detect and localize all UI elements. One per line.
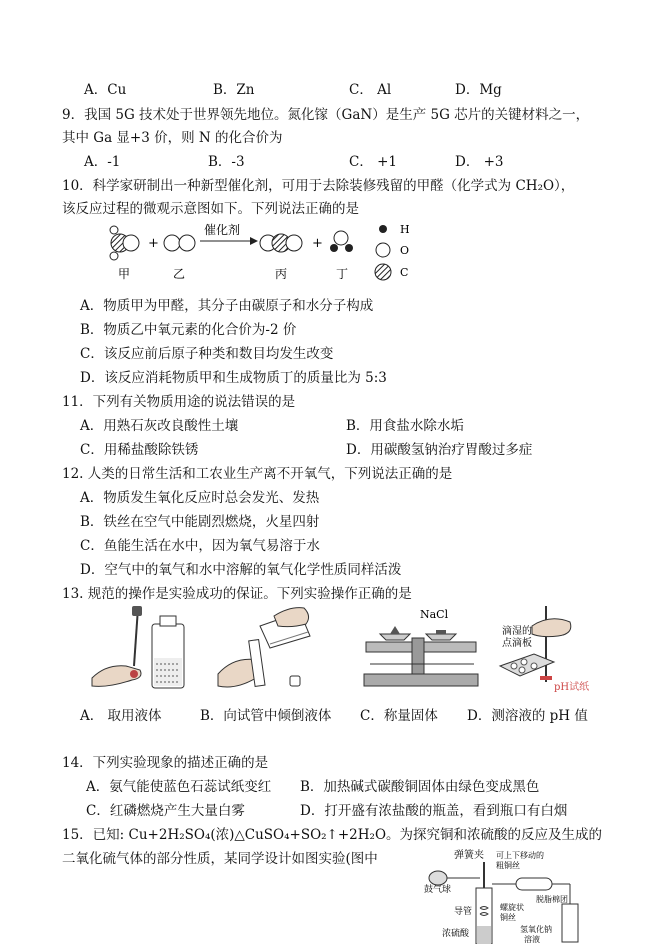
figure-take-liquid — [88, 604, 188, 694]
q9-stem-line1: 9．我国 5G 技术处于世界领先地位。氮化镓（GaN）是生产 5G 芯片的关键材料之一， — [62, 107, 590, 123]
q11-option-c: C．用稀盐酸除铁锈 — [80, 442, 199, 458]
q10-stem-line2: 该反应过程的微观示意图如下。下列说法正确的是 — [62, 201, 359, 217]
figure-pour-liquid — [214, 604, 320, 694]
q14-option-d: D．打开盛有浓盐酸的瓶盖，看到瓶口有白烟 — [300, 803, 568, 819]
q11-option-b: B．用食盐水除水垢 — [346, 418, 464, 434]
q10-option-d: D．该反应消耗物质甲和生成物质丁的质量比为 5:3 — [80, 370, 387, 386]
q15-stem-line1: 15．已知: Cu+2H₂SO₄(浓)△CuSO₄+SO₂↑+2H₂O。为探究铜和浓硫酸的反应及生成的 — [62, 827, 603, 843]
label-bing: 丙 — [275, 267, 288, 281]
label-movable: 可上下移动的 — [496, 851, 544, 860]
q10-option-a: A．物质甲为甲醛，其分子由碳原子和水分子构成 — [80, 298, 374, 314]
q8-option-c: C． Al — [349, 82, 392, 98]
q10-option-b: B．物质乙中氧元素的化合价为-2 价 — [80, 322, 297, 338]
q9-option-b: B．-3 — [208, 154, 245, 170]
q13-option-d: D．测溶液的 pH 值 — [467, 708, 588, 724]
q8-option-a: A．Cu — [84, 82, 127, 98]
q14-option-b: B．加热碱式碳酸铜固体由绿色变成黑色 — [300, 779, 540, 795]
legend-o: O — [400, 244, 410, 257]
q9-stem-line2: 其中 Ga 显+3 价，则 N 的化合价为 — [62, 130, 283, 146]
legend-c: C — [400, 266, 409, 279]
legend-h: H — [400, 223, 410, 236]
q12-option-b: B．铁丝在空气中能剧烈燃烧，火星四射 — [80, 514, 320, 530]
plus-sign-2: + — [312, 236, 323, 251]
q14-option-a: A．氨气能使蓝色石蕊试纸变红 — [86, 779, 272, 795]
label-spiral-2: 铜丝 — [500, 913, 516, 922]
atom-legend — [375, 223, 410, 280]
q12-option-d: D．空气中的氧气和水中溶解的氧气化学性质同样活泼 — [80, 562, 402, 578]
figure-copper-acid-apparatus — [420, 848, 590, 944]
figure-balance — [360, 604, 486, 694]
molecule-bing — [260, 234, 302, 252]
molecule-jia — [110, 226, 139, 260]
q9-option-c: C． +1 — [349, 154, 398, 170]
q11-stem: 11．下列有关物质用途的说法错误的是 — [62, 394, 296, 410]
q12-option-c: C．鱼能生活在水中，因为氧气易溶于水 — [80, 538, 320, 554]
catalyst-label: 催化剂 — [204, 223, 241, 237]
label-spiral: 螺旋状 — [500, 903, 524, 912]
q11-option-a: A．用熟石灰改良酸性土壤 — [80, 418, 239, 434]
label-acid: 浓硫酸 — [442, 929, 470, 939]
q13-stem: 13. 规范的操作是实验成功的保证。下列实验操作正确的是 — [62, 586, 412, 602]
q8-option-b: B．Zn — [213, 82, 255, 98]
q9-option-a: A．-1 — [84, 154, 121, 170]
label-solution: 溶液 — [524, 935, 540, 944]
label-naoh: 氢氧化钠 — [520, 925, 552, 934]
label-ding: 丁 — [336, 267, 349, 281]
label-cotton: 脱脂棉团 — [536, 895, 568, 904]
q15-stem-line2: 二氧化硫气体的部分性质，某同学设计如图实验(图中 — [62, 851, 378, 867]
q12-stem: 12. 人类的日常生活和工农业生产离不开氧气，下列说法正确的是 — [62, 466, 453, 482]
plate-label-2: 点滴板 — [502, 638, 532, 649]
figure-ph-test — [494, 604, 590, 694]
q10-stem-line1: 10．科学家研制出一种新型催化剂，可用于去除装修残留的甲醛（化学式为 CH₂O）， — [62, 178, 575, 194]
molecule-ding — [330, 231, 353, 252]
q14-stem: 14．下列实验现象的描述正确的是 — [62, 755, 269, 771]
q14-option-c: C．红磷燃烧产生大量白雾 — [86, 803, 245, 819]
label-bulb: 鼓气球 — [424, 885, 452, 895]
nacl-label: NaCl — [420, 608, 449, 621]
ph-paper-label: pH试纸 — [554, 682, 590, 693]
q9-option-d: D． +3 — [455, 154, 504, 170]
q13-option-a: A． 取用液体 — [80, 708, 162, 724]
label-copper-wire: 粗铜丝 — [496, 861, 520, 870]
plate-label-1: 滴湿的 — [502, 626, 532, 637]
reaction-diagram — [100, 220, 420, 282]
label-yi: 乙 — [173, 267, 186, 281]
q13-option-b: B．向试管中倾倒液体 — [200, 708, 332, 724]
q12-option-a: A．物质发生氧化反应时总会发光、发热 — [80, 490, 320, 506]
q8-option-d: D．Mg — [455, 82, 502, 98]
plus-sign-1: + — [148, 236, 159, 251]
label-clip: 弹簧夹 — [454, 850, 484, 861]
label-jia: 甲 — [118, 267, 131, 281]
q13-option-c: C．称量固体 — [360, 708, 438, 724]
q11-option-d: D．用碳酸氢钠治疗胃酸过多症 — [346, 442, 533, 458]
label-tube: 导管 — [454, 907, 473, 917]
molecule-yi — [164, 235, 195, 251]
q10-option-c: C．该反应前后原子种类和数目均发生改变 — [80, 346, 334, 362]
